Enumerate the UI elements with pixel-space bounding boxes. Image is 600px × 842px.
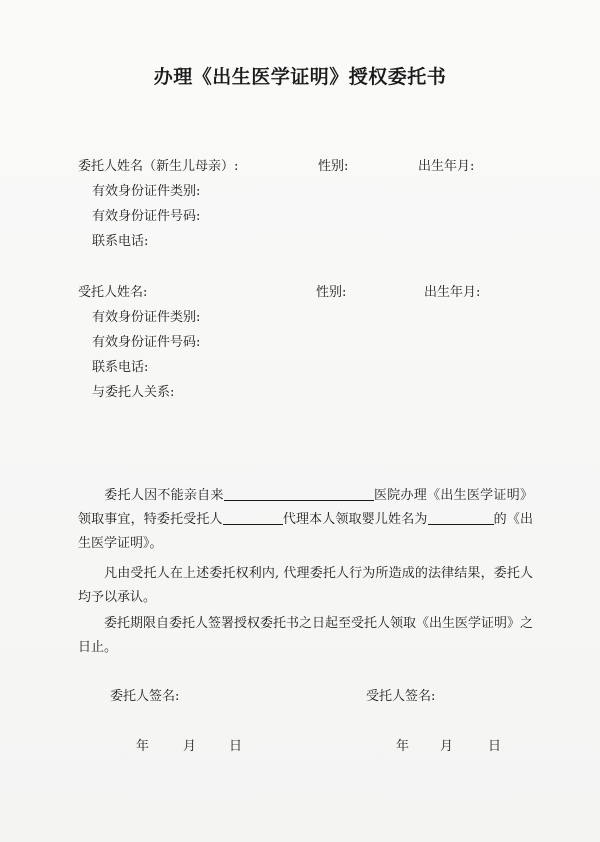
hospital-blank: [224, 486, 374, 501]
agent-id-type-label: 有效身份证件类别:: [92, 310, 201, 325]
paragraph-text: 代理本人领取婴儿姓名为: [282, 512, 428, 527]
agent-birth-label: 出生年月:: [424, 285, 481, 300]
principal-date-day: 日: [229, 739, 243, 754]
agent-date-year: 年: [396, 739, 410, 754]
principal-id-type-label: 有效身份证件类别:: [92, 184, 201, 199]
agent-date-month: 月: [440, 739, 454, 754]
principal-id-number-label: 有效身份证件号码:: [92, 209, 201, 224]
agent-date-day: 日: [488, 739, 502, 754]
agent-name-blank: [223, 510, 283, 525]
agent-signature-label: 受托人签名:: [366, 689, 436, 704]
document-title: 办理《出生医学证明》授权委托书: [153, 66, 447, 88]
validity-period-paragraph: [78, 612, 533, 660]
baby-name-blank: [428, 510, 494, 525]
legal-consequence-paragraph: [78, 562, 533, 610]
principal-signature-label: 委托人签名:: [110, 689, 180, 704]
paragraph-text: 委托期限自委托人签署授权委托书之日起至受托人领取《出生医学证明》之日止。: [78, 616, 534, 655]
paragraph-text: 医院办理《出生医学证明》领取事宜，特委托受托人: [78, 488, 533, 527]
authorization-paragraph: [78, 484, 533, 556]
agent-phone-label: 联系电话:: [92, 360, 149, 375]
principal-birth-label: 出生年月:: [418, 159, 475, 174]
agent-id-number-label: 有效身份证件号码:: [92, 335, 201, 350]
principal-name-label: 委托人姓名（新生儿母亲）:: [78, 159, 239, 174]
principal-date-year: 年: [136, 739, 150, 754]
principal-date-month: 月: [183, 739, 197, 754]
principal-phone-label: 联系电话:: [92, 234, 149, 249]
paragraph-text: 的《出生医学证明》。: [78, 512, 533, 551]
principal-gender-label: 性别:: [318, 159, 349, 174]
agent-gender-label: 性别:: [316, 285, 347, 300]
agent-name-label: 受托人姓名:: [78, 285, 148, 300]
agent-relation-label: 与委托人关系:: [92, 385, 175, 400]
paragraph-text: 委托人因不能亲自来: [104, 488, 224, 503]
paragraph-text: 凡由受托人在上述委托权利内, 代理委托人行为所造成的法律结果，委托人均予以承认。: [78, 566, 533, 605]
